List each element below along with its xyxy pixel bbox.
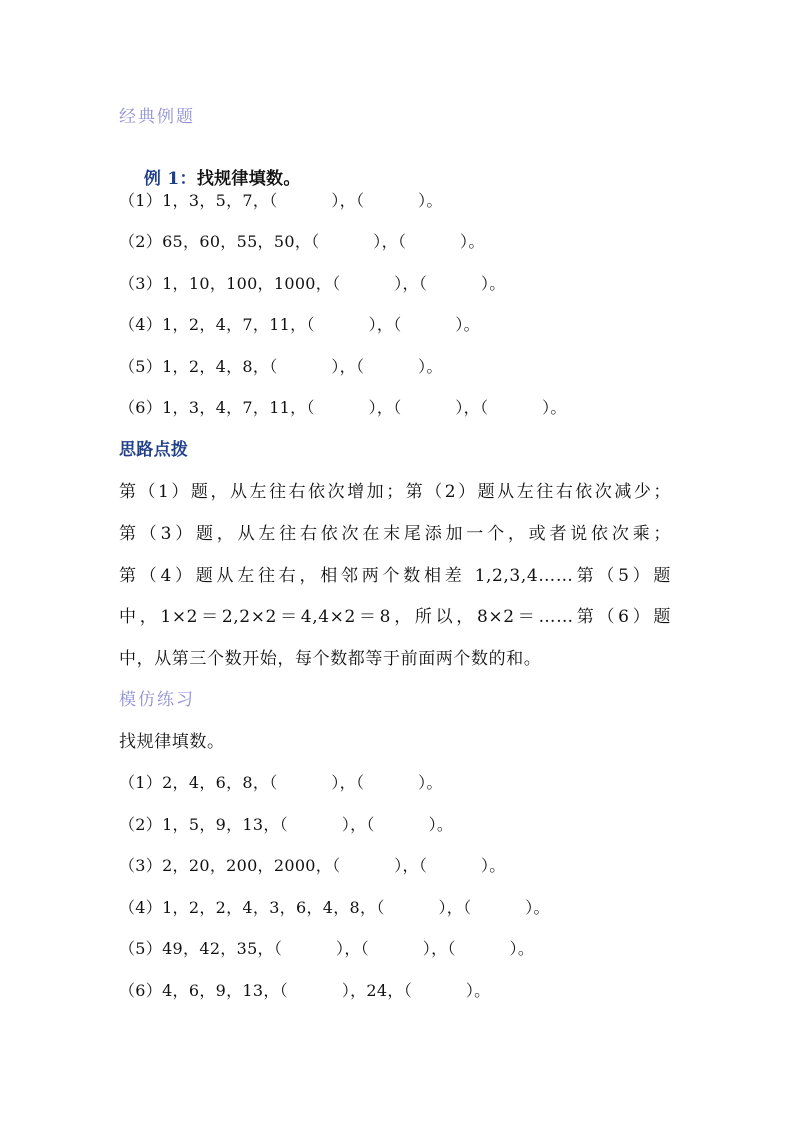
hint-line-5: 中，从第三个数开始，每个数都等于前面两个数的和。 <box>119 649 542 669</box>
practice-item-5: （5）49，42，35，（ ），（ ），（ ）。 <box>119 939 535 958</box>
hint-line-3: 第（4）题从左往右，相邻两个数相差 1,2,3,4……第（5）题 <box>119 566 671 586</box>
hint-line-1: 第（1）题，从左往右依次增加；第（2）题从左往右依次减少； <box>119 482 671 502</box>
practice-item-4: （4）1，2，2，4，3，6，4，8，（ ），（ ）。 <box>119 898 550 917</box>
example-item-4: （4）1，2，4，7，11，（ ），（ ）。 <box>119 315 480 334</box>
example-1-text: 找规律填数。 <box>196 169 301 189</box>
hint-line-2: 第（3）题，从左往右依次在末尾添加一个，或者说依次乘； <box>119 524 671 544</box>
example-item-3: （3）1，10，100，1000，（ ），（ ）。 <box>119 274 506 293</box>
example-1-label: 例 1： <box>143 169 197 189</box>
hint-line-4: 中，1×2＝2,2×2＝4,4×2＝8，所以，8×2＝……第（6）题 <box>119 607 671 627</box>
example-item-2: （2）65，60，55，50，（ ），（ ）。 <box>119 232 485 251</box>
hint-title: 思路点拨 <box>119 440 189 460</box>
example-item-1: （1）1，3，5，7，（ ），（ ）。 <box>119 191 443 210</box>
practice-item-3: （3）2，20，200，2000，（ ），（ ）。 <box>119 856 506 875</box>
practice-intro: 找规律填数。 <box>119 732 225 752</box>
section-title-examples: 经典例题 <box>119 107 195 127</box>
practice-item-1: （1）2，4，6，8，（ ），（ ）。 <box>119 773 443 792</box>
practice-item-2: （2）1，5，9，13，（ ），（ ）。 <box>119 815 454 834</box>
practice-item-6: （6）4，6，9，13，（ ），24，（ ）。 <box>119 981 491 1000</box>
example-item-5: （5）1，2，4，8，（ ），（ ）。 <box>119 357 443 376</box>
section-title-practice: 模仿练习 <box>119 690 195 710</box>
example-item-6: （6）1，3，4，7，11，（ ），（ ），（ ）。 <box>119 398 567 417</box>
